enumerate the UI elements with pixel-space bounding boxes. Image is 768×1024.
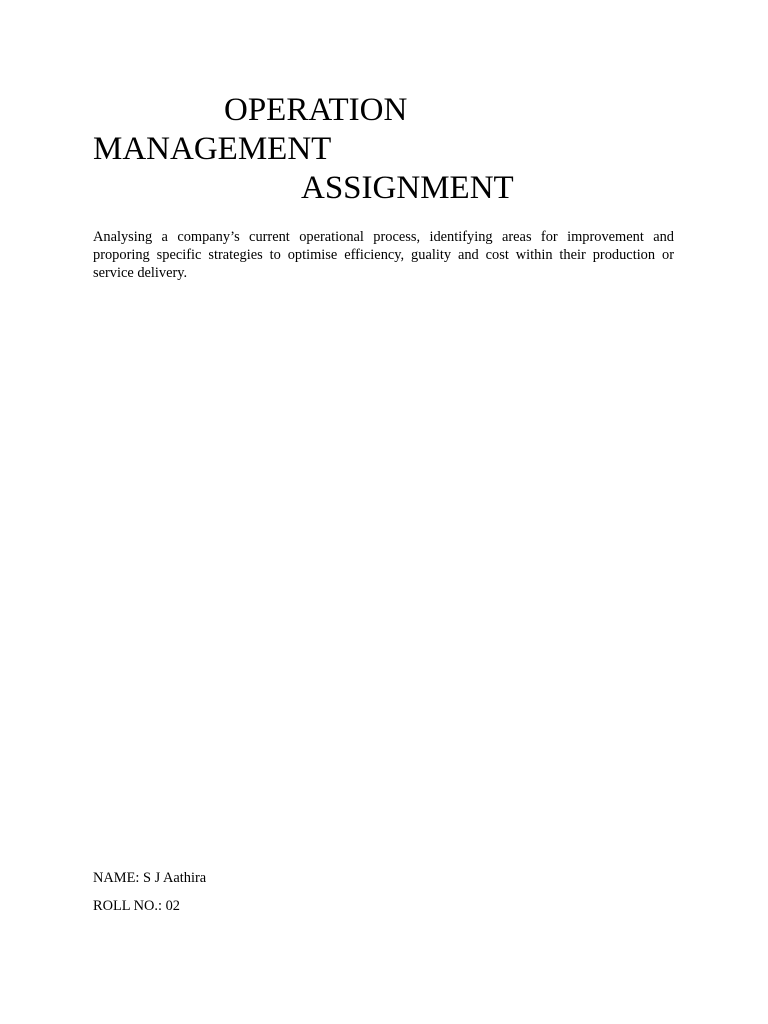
- assignment-description: Analysing a company’s current operational process, identifying areas for improvement and proporing specific strategies to optimise efficiency, guality and cost within their production or service delivery.: [93, 229, 674, 281]
- title-line-3: ASSIGNMENT: [301, 170, 514, 206]
- roll-number: ROLL NO.: 02: [93, 898, 181, 914]
- title-line-2: MANAGEMENT: [93, 131, 332, 167]
- student-name: NAME: S J Aathira: [93, 870, 207, 886]
- title-line-1: OPERATION: [224, 92, 408, 128]
